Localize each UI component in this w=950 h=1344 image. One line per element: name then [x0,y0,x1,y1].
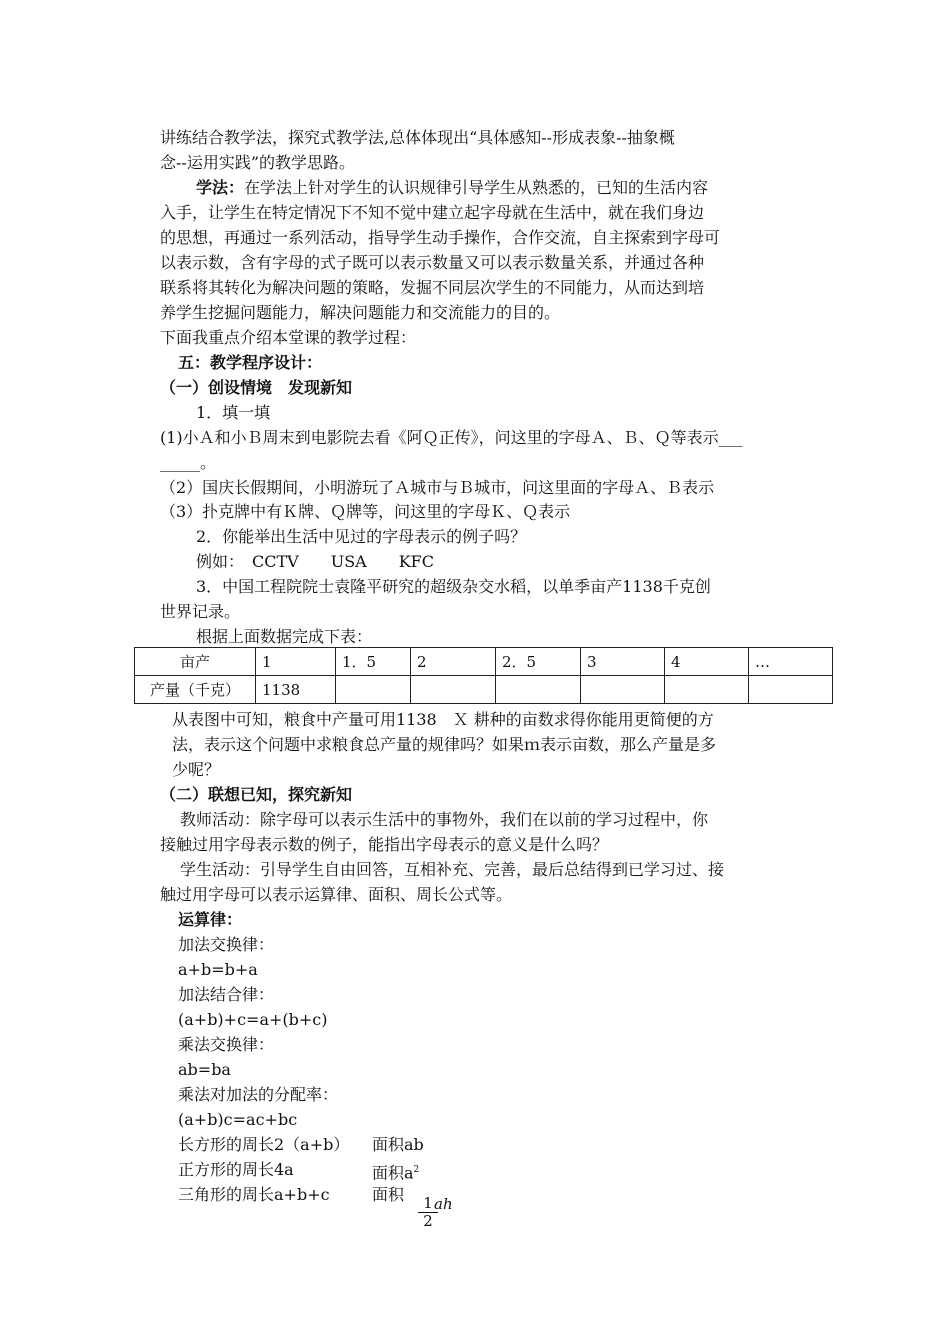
intro-line-2: 念--运用实践”的教学思路。 [160,153,355,172]
xuefa-line-1 [196,178,708,198]
table-cell: 4 [665,648,749,676]
rect-perimeter: 长方形的周长2（a+b） [178,1135,350,1154]
q1-a-line-1: (1)小Ａ和小Ｂ周末到电影院去看《阿Ｑ正传》，问这里的字母Ａ、Ｂ、Ｑ等表示___ [160,428,743,447]
triangle-area: 面积 [372,1185,405,1204]
add-comm-formula: a+b=b+a [178,960,258,979]
after-table-line-3: 少呢？ [172,760,221,779]
table-cell: 亩产 [135,648,256,676]
table-cell [749,676,833,704]
transition-text: 下面我重点介绍本堂课的教学过程： [160,328,417,347]
q3-line-1: 3．中国工程院院士袁隆平研究的超级杂交水稻，以单季亩产1138千克创 [196,577,711,596]
add-assoc-formula: (a+b)+c=a+(b+c) [178,1010,328,1029]
table-cell: 1138 [256,676,336,704]
table-cell: 1．5 [336,648,411,676]
add-assoc-label: 加法结合律： [178,985,275,1004]
after-table-line-2: 法，表示这个问题中求粮食总产量的规律吗？如果ｍ表示亩数，那么产量是多 [172,735,717,754]
yield-table [134,647,833,704]
distrib-formula: (a+b)c=ac+bc [178,1110,298,1129]
distrib-label: 乘法对加法的分配率： [178,1085,339,1104]
part-1-heading: （一）创设情境 发现新知 [160,378,353,397]
after-table-line-1: 从表图中可知，粮食中产量可用1138 Ｘ 耕种的亩数求得你能用更简便的方 [172,710,714,729]
fraction-ah: ah [434,1195,453,1213]
triangle-perimeter: 三角形的周长a+b+c [178,1185,330,1204]
q1-a-line-2: _____。 [160,453,217,472]
section-5-heading: 五：教学程序设计： [178,353,323,372]
square-area-text: 面积a [372,1163,414,1183]
intro-line-1: 讲练结合教学法，探究式教学法,总体体现出“具体感知--形成表象--抽象概 [160,128,675,147]
table-cell [496,676,581,704]
laws-heading: 运算律： [178,910,243,929]
rect-area: 面积ab [372,1135,424,1154]
table-cell: 1 [256,648,336,676]
table-cell: … [749,648,833,676]
teacher-line-2: 接触过用字母表示数的例子，能指出字母表示的意义是什么吗？ [160,835,609,854]
student-line-2: 触过用字母可以表示运算律、面积、周长公式等。 [160,885,513,904]
q2: 2．你能举出生活中见过的字母表示的例子吗？ [196,527,527,546]
table-cell [411,676,496,704]
table-cell: 3 [581,648,665,676]
table-cell: 2．5 [496,648,581,676]
square-area [372,1160,419,1183]
xuefa-line-5: 联系将其转化为解决问题的策略，发掘不同层次学生的不同能力，从而达到培 [160,278,705,297]
table-row [135,676,833,704]
fraction-numerator: 1 [423,1194,433,1212]
xuefa-line-6: 养学生挖掘问题能力，解决问题能力和交流能力的目的。 [160,303,561,322]
square-area-exponent: 2 [413,1165,420,1175]
xuefa-line-3: 的思想，再通过一系列活动，指导学生动手操作，合作交流，自主探索到字母可 [160,228,721,247]
table-cell [336,676,411,704]
q1-b: （2）国庆长假期间，小明游玩了Ａ城市与Ｂ城市，问这里面的字母Ａ、Ｂ表示 [160,478,715,497]
xuefa-line-4: 以表示数，含有字母的式子既可以表示数量又可以表示数量关系，并通过各种 [160,253,705,272]
teacher-line-1: 教师活动：除字母可以表示生活中的事物外，我们在以前的学习过程中，你 [180,810,709,829]
square-perimeter: 正方形的周长4a [178,1160,294,1179]
mul-comm-label: 乘法交换律： [178,1035,275,1054]
xuefa-line-2: 入手，让学生在特定情况下不知不觉中建立起字母就在生活中，就在我们身边 [160,203,705,222]
mul-comm-formula: ab=ba [178,1060,231,1079]
q3-table-intro: 根据上面数据完成下表： [196,627,373,646]
q1-c: （3）扑克牌中有Ｋ牌、Ｑ牌等，问这里的字母Ｋ、Ｑ表示 [160,502,571,521]
student-line-1: 学生活动：引导学生自由回答，互相补充、完善，最后总结得到已学习过、接 [180,860,725,879]
table-row [135,648,833,676]
add-comm-label: 加法交换律： [178,935,275,954]
q2-example: 例如： CCTV USA KFC [196,552,435,571]
fraction-denominator: 2 [423,1212,433,1230]
table-cell [581,676,665,704]
table-cell: 2 [411,648,496,676]
q1-title: 1．填一填 [196,403,271,422]
q3-line-2: 世界记录。 [160,602,241,621]
xuefa-text-1: 在学法上针对学生的认识规律引导学生从熟悉的，已知的生活内容 [244,178,709,197]
table-cell [665,676,749,704]
part-2-heading: （二）联想已知，探究新知 [160,785,353,804]
xuefa-label: 学法： [196,178,245,197]
table-cell: 产量（千克） [135,676,256,704]
